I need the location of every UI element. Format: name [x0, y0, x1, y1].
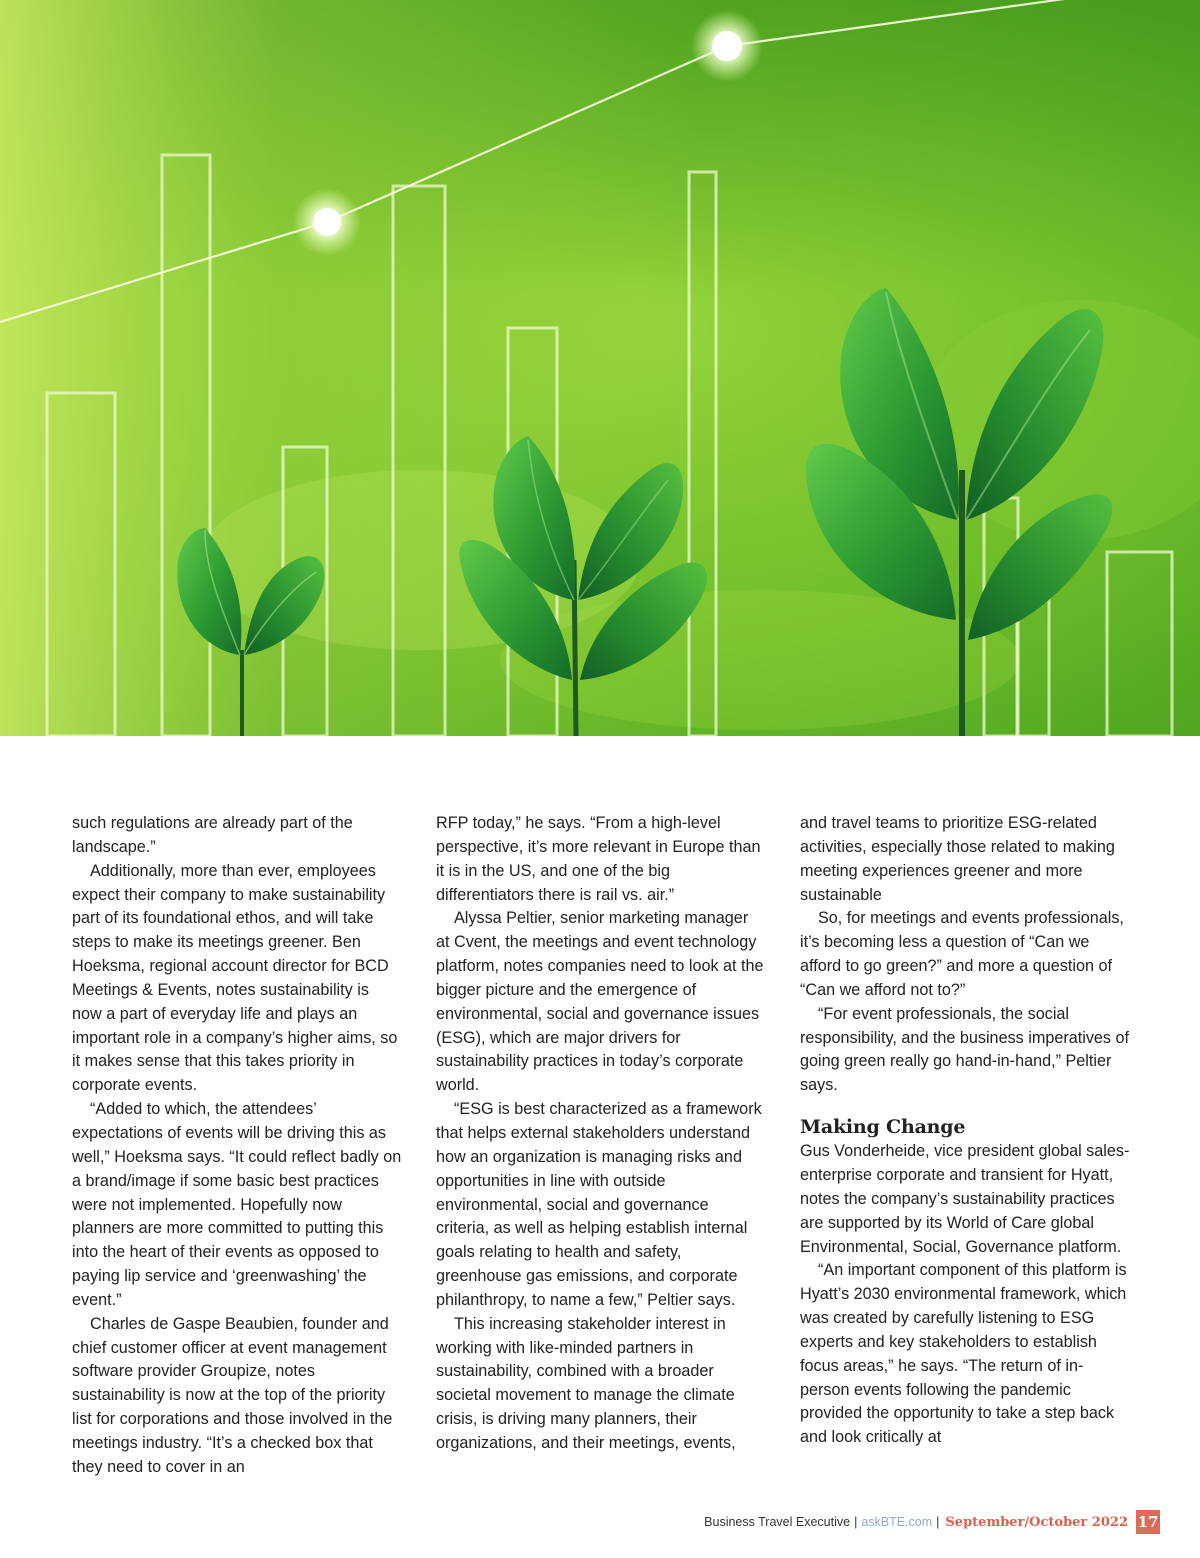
paragraph: such regulations are already part of the landscape.”	[72, 814, 353, 856]
issue-date: September/October 2022	[945, 1514, 1128, 1530]
paragraph: Alyssa Peltier, senior marketing manager at Cvent, the meetings and event technology platform, notes companies need to look at the bigger picture and the emergence of environmental, social and governance issues (ESG), which are major drivers for sustainability practices in today’s corporate world.	[436, 909, 764, 1095]
section-heading: Making Change	[800, 1116, 966, 1139]
paragraph: and travel teams to prioritize ESG-related activities, especially those related to making meeting experiences greener and more sustainable	[800, 814, 1115, 904]
paragraph: So, for meetings and events professionals, it’s becoming less a question of “Can we afford to go green?” and more a question of “Can we afford not to?”	[800, 909, 1124, 999]
hero-image	[0, 0, 1200, 736]
paragraph: Additionally, more than ever, employees expect their company to make sustainability part of its foundational ethos, and will take steps to make its meetings greener. Ben Hoeksma, regional account director for BCD Meetings & Events, notes sustainability is now a part of everyday life and plays an important role in a company’s higher aims, so it makes sense that this takes priority in corporate events.	[72, 861, 398, 1095]
footer-separator: |	[854, 1515, 858, 1529]
website-link[interactable]: askBTE.com	[861, 1515, 933, 1529]
footer-separator: |	[936, 1515, 940, 1529]
paragraph: This increasing stakeholder interest in working with like-minded partners in sustainability, combined with a broader societal movement to manage the climate crisis, is driving many planners, their organizations, and their meetings, events,	[436, 1314, 736, 1452]
text-column-1	[72, 812, 402, 1480]
paragraph: “An important component of this platform is Hyatt’s 2030 environmental framework, which was created by carefully listening to ESG experts and key stakeholders to establish focus areas,” he says. “The return of in-person events following the pandemic provided the opportunity to take a step back and look critically at	[800, 1261, 1127, 1447]
paragraph: “Added to which, the attendees’ expectations of events will be driving this as well,” Hoeksma says. “It could reflect badly on a brand/image if some basic best practices were not implemented. Hopefully now planners are more committed to putting this into the heart of their events as opposed to paying lip service and ‘greenwashing’ the event.”	[72, 1100, 402, 1309]
publication-name: Business Travel Executive	[704, 1515, 851, 1529]
paragraph: Charles de Gaspe Beaubien, founder and chief customer officer at event management software provider Groupize, notes sustainability is now at the top of the priority list for corporations and those involved in the meetings industry. “It’s a checked box that they need to cover in an	[72, 1314, 393, 1476]
paragraph: “For event professionals, the social responsibility, and the business imperatives of going green really go hand-in-hand,” Peltier says.	[800, 1004, 1130, 1095]
page-number: 17	[1136, 1510, 1160, 1534]
paragraph: “ESG is best characterized as a framework that helps external stakeholders understand how an organization is managing risks and opportunities in line with outside environmental, social and governance criteria, as well as helping establish internal goals relating to health and safety, greenhouse gas emissions, and corporate philanthropy, to name a few,” Peltier says.	[436, 1100, 762, 1309]
paragraph: RFP today,” he says. “From a high-level perspective, it’s more relevant in Europe than it is in the US, and one of the big differentiators there is rail vs. air.”	[436, 814, 761, 904]
paragraph: Gus Vonderheide, vice president global sales-enterprise corporate and transient for Hyatt, notes the company’s sustainability practices are supported by its World of Care global Environmental, Social, Governance platform.	[800, 1142, 1130, 1256]
text-column-3	[800, 812, 1130, 1450]
text-column-2	[436, 812, 766, 1456]
page-footer	[704, 1510, 1160, 1534]
